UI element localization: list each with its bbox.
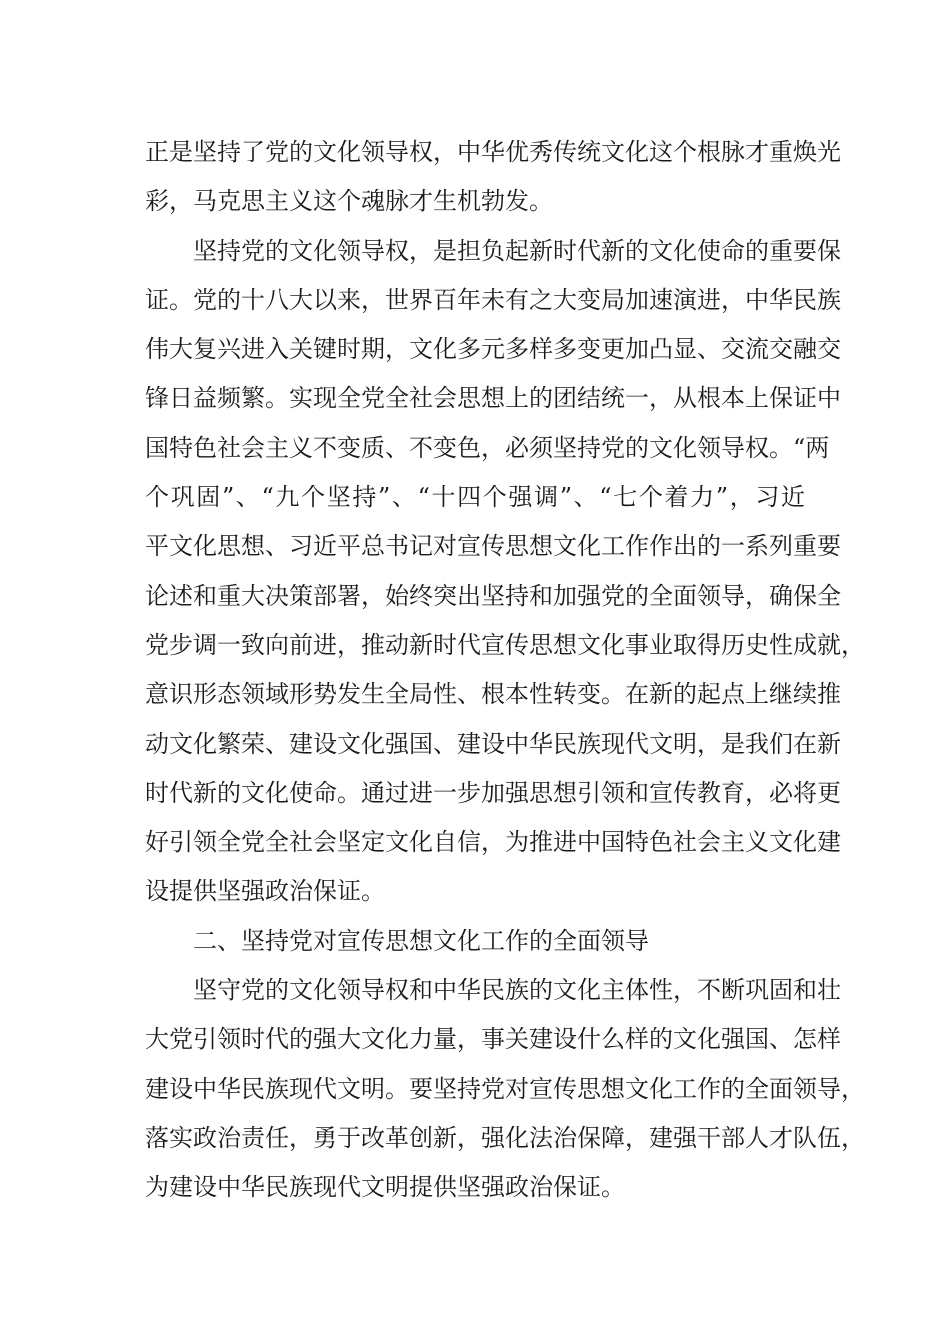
document-body (145, 128, 865, 1213)
text-line: 好引领全党全社会坚定文化自信，为推进中国特色社会主义文化建 (145, 828, 841, 857)
text-line: 意识形态领域形势发生全局性、根本性转变。在新的起点上继续推 (145, 680, 841, 709)
text-line: 党步调一致向前进，推动新时代宣传思想文化事业取得历史性成就， (145, 630, 865, 659)
paragraph-cultural-leadership (145, 227, 865, 917)
text-line: 时代新的文化使命。通过进一步加强思想引领和宣传教育，必将更 (145, 778, 841, 807)
section-heading (145, 917, 805, 966)
text-line: 动文化繁荣、建设文化强国、建设中华民族现代文明，是我们在新 (145, 729, 841, 758)
text-line: 彩，马克思主义这个魂脉才生机勃发。 (145, 187, 553, 216)
section-heading-text: 二、坚持党对宣传思想文化工作的全面领导 (193, 926, 649, 955)
text-line: 大党引领时代的强大文化力量，事关建设什么样的文化强国、怎样 (145, 1025, 841, 1054)
text-line: 锋日益频繁。实现全党全社会思想上的团结统一，从根本上保证中 (145, 384, 841, 413)
text-line: 坚持党的文化领导权，是担负起新时代新的文化使命的重要保 (193, 236, 841, 265)
text-line: 落实政治责任，勇于改革创新，强化法治保障，建强干部人才队伍， (145, 1123, 865, 1152)
paragraph-continuation (145, 128, 841, 227)
text-line: 伟大复兴进入关键时期，文化多元多样多变更加凸显、交流交融交 (145, 335, 841, 364)
text-line: 论述和重大决策部署，始终突出坚持和加强党的全面领导，确保全 (145, 581, 841, 610)
text-line: 建设中华民族现代文明。要坚持党对宣传思想文化工作的全面领导， (145, 1074, 865, 1103)
text-line: 平文化思想、习近平总书记对宣传思想文化工作作出的一系列重要 (145, 532, 841, 561)
text-line: 正是坚持了党的文化领导权，中华优秀传统文化这个根脉才重焕光 (145, 138, 841, 166)
text-line: 国特色社会主义不变质、不变色，必须坚持党的文化领导权。“两 (145, 433, 830, 462)
paragraph-comprehensive-leadership (145, 966, 865, 1212)
text-line: 证。党的十八大以来，世界百年未有之大变局加速演进，中华民族 (145, 285, 841, 314)
text-line: 坚守党的文化领导权和中华民族的文化主体性，不断巩固和壮 (193, 976, 841, 1005)
text-line: 个巩固”、“九个坚持”、“十四个强调”、“七个着力”，习近 (145, 483, 805, 512)
text-line: 为建设中华民族现代文明提供坚强政治保证。 (145, 1173, 625, 1202)
text-line: 设提供坚强政治保证。 (145, 877, 385, 906)
